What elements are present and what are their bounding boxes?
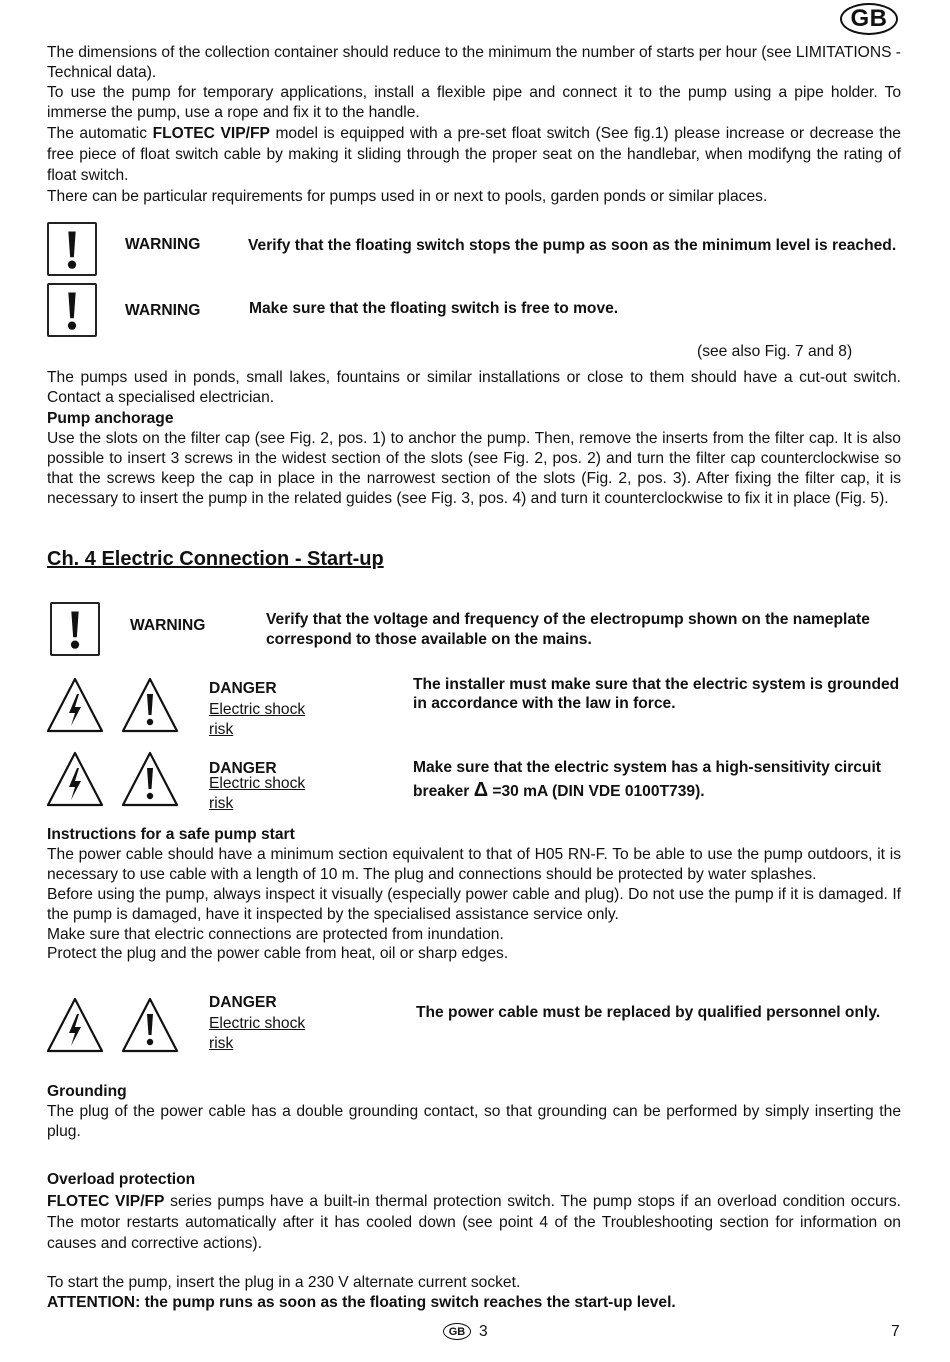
footer-local-page: 3 <box>479 1323 488 1340</box>
overload-title: Overload protection <box>47 1171 196 1188</box>
danger-text-line-1: Make sure that the electric system has a high-sensitivity circuit <box>413 759 881 776</box>
start-paragraph: To start the pump, insert the plug in a 230 V alternate current socket. <box>47 1274 521 1291</box>
warning-text: Make sure that the floating switch is free to move. <box>249 300 619 317</box>
intro-paragraph-4: There can be particular requirements for pumps used in or next to pools, garden ponds or similar places. <box>47 188 768 205</box>
breaker-text-pre: breaker <box>413 783 474 800</box>
caution-icon <box>121 996 179 1054</box>
danger-risk: risk <box>209 1035 234 1052</box>
attention-paragraph: ATTENTION: the pump runs as soon as the floating switch reaches the start-up level. <box>47 1294 676 1311</box>
overload-text: series pumps have a built-in thermal protection switch. The pump stops if an overload condition occurs. The motor restarts automatically after it has cooled down (see point 4 of the Troubleshooting section for information on causes and corrective actions). <box>47 1193 901 1252</box>
warning-icon <box>47 222 97 276</box>
grounding-paragraph: The plug of the power cable has a double grounding contact, so that grounding can be performed by simply inserting the plug. <box>47 1103 901 1140</box>
intro-p3-post: model is equipped with a pre-set float switch (See fig.1) please increase or decrease the free piece of float switch cable by making it sliding through the proper seat on the handlebar, when modifyng the rating of float switch. <box>47 125 901 184</box>
warning-text: Verify that the floating switch stops the pump as soon as the minimum level is reached. <box>248 237 897 254</box>
see-also-note: (see also Fig. 7 and 8) <box>697 343 853 360</box>
danger-label: DANGER <box>209 680 277 697</box>
anchorage-title: Pump anchorage <box>47 410 174 427</box>
electric-shock-icon <box>46 996 104 1054</box>
intro-p3-pre: The automatic <box>47 125 153 142</box>
product-name: FLOTEC VIP/FP <box>152 125 270 142</box>
breaker-text-post: =30 mA (DIN VDE 0100T739). <box>488 783 705 800</box>
page-number: 7 <box>891 1323 900 1340</box>
intro-paragraph-2: To use the pump for temporary applications, install a flexible pipe and connect it to the pump using a pipe holder. To immerse the pump, use a rope and fix it to the handle. <box>47 84 901 121</box>
overload-paragraph <box>47 1191 901 1254</box>
intro-paragraph-3 <box>47 123 901 186</box>
chapter-heading: Ch. 4 Electric Connection - Start-up <box>47 548 384 570</box>
danger-risk: risk <box>209 721 234 738</box>
warning-icon <box>50 602 100 656</box>
warning-label: WARNING <box>125 236 201 253</box>
product-name: FLOTEC VIP/FP <box>47 1193 165 1210</box>
safe-start-paragraph-3: Make sure that electric connections are protected from inundation. <box>47 926 504 943</box>
warning-icon <box>47 283 97 337</box>
danger-text-line-2 <box>413 780 705 802</box>
danger-label: DANGER <box>209 760 277 777</box>
caution-icon <box>121 676 179 734</box>
intro-paragraph-1: The dimensions of the collection container should reduce to the minimum the number of starts per hour (see LIMITATIONS - Technical data). <box>47 44 902 81</box>
safe-start-title: Instructions for a safe pump start <box>47 826 295 843</box>
danger-risk: risk <box>209 795 234 812</box>
warning-label: WARNING <box>130 617 206 634</box>
ponds-paragraph: The pumps used in ponds, small lakes, fountains or similar installations or close to them should have a cut-out switch. Contact a specialised electrician. <box>47 369 901 406</box>
delta-symbol: Δ <box>473 779 489 801</box>
footer-language-badge: GB <box>443 1323 471 1340</box>
anchorage-paragraph: Use the slots on the filter cap (see Fig. 2, pos. 1) to anchor the pump. Then, remove the inserts from the filter cap. It is also possible to insert 3 screws in the widest section of the slots (see Fig. 2, pos. 2) and turn the filter cap counterclockwise so that the screws keep the cap in place in the narrowest section of the slots (Fig. 2, pos. 3). After fixing the filter cap, it is necessary to insert the pump in the related guides (see Fig. 3, pos. 4) and turn it counterclockwise to fix it in place (Fig. 5). <box>47 430 901 507</box>
danger-label: DANGER <box>209 994 277 1011</box>
warning-voltage-line-1: Verify that the voltage and frequency of the electropump shown on the nameplate <box>266 611 870 628</box>
safe-start-paragraph-1: The power cable should have a minimum section equivalent to that of H05 RN-F. To be able to use the pump outdoors, it is necessary to use cable with a length of 10 m. The plug and connections should be protected by water splashes. <box>47 846 901 883</box>
language-badge: GB <box>840 3 898 35</box>
safe-start-paragraph-2: Before using the pump, always inspect it visually (especially power cable and plug). Do not use the pump if it is damaged. If the pump is damaged, have it inspected by the specialised assistance service only. <box>47 886 901 923</box>
caution-icon <box>121 750 179 808</box>
electric-shock-icon <box>46 676 104 734</box>
danger-risk: Electric shock <box>209 701 306 718</box>
danger-risk: Electric shock <box>209 1015 306 1032</box>
safe-start-paragraph-4: Protect the plug and the power cable from heat, oil or sharp edges. <box>47 945 509 962</box>
danger-text-line-2: in accordance with the law in force. <box>413 695 676 712</box>
danger-text: The power cable must be replaced by qualified personnel only. <box>416 1004 881 1021</box>
electric-shock-icon <box>46 750 104 808</box>
warning-voltage-line-2: correspond to those available on the mains. <box>266 631 592 648</box>
danger-text-line-1: The installer must make sure that the electric system is grounded <box>413 676 900 693</box>
warning-label: WARNING <box>125 302 201 319</box>
grounding-title: Grounding <box>47 1083 127 1100</box>
danger-risk: Electric shock <box>209 775 306 792</box>
